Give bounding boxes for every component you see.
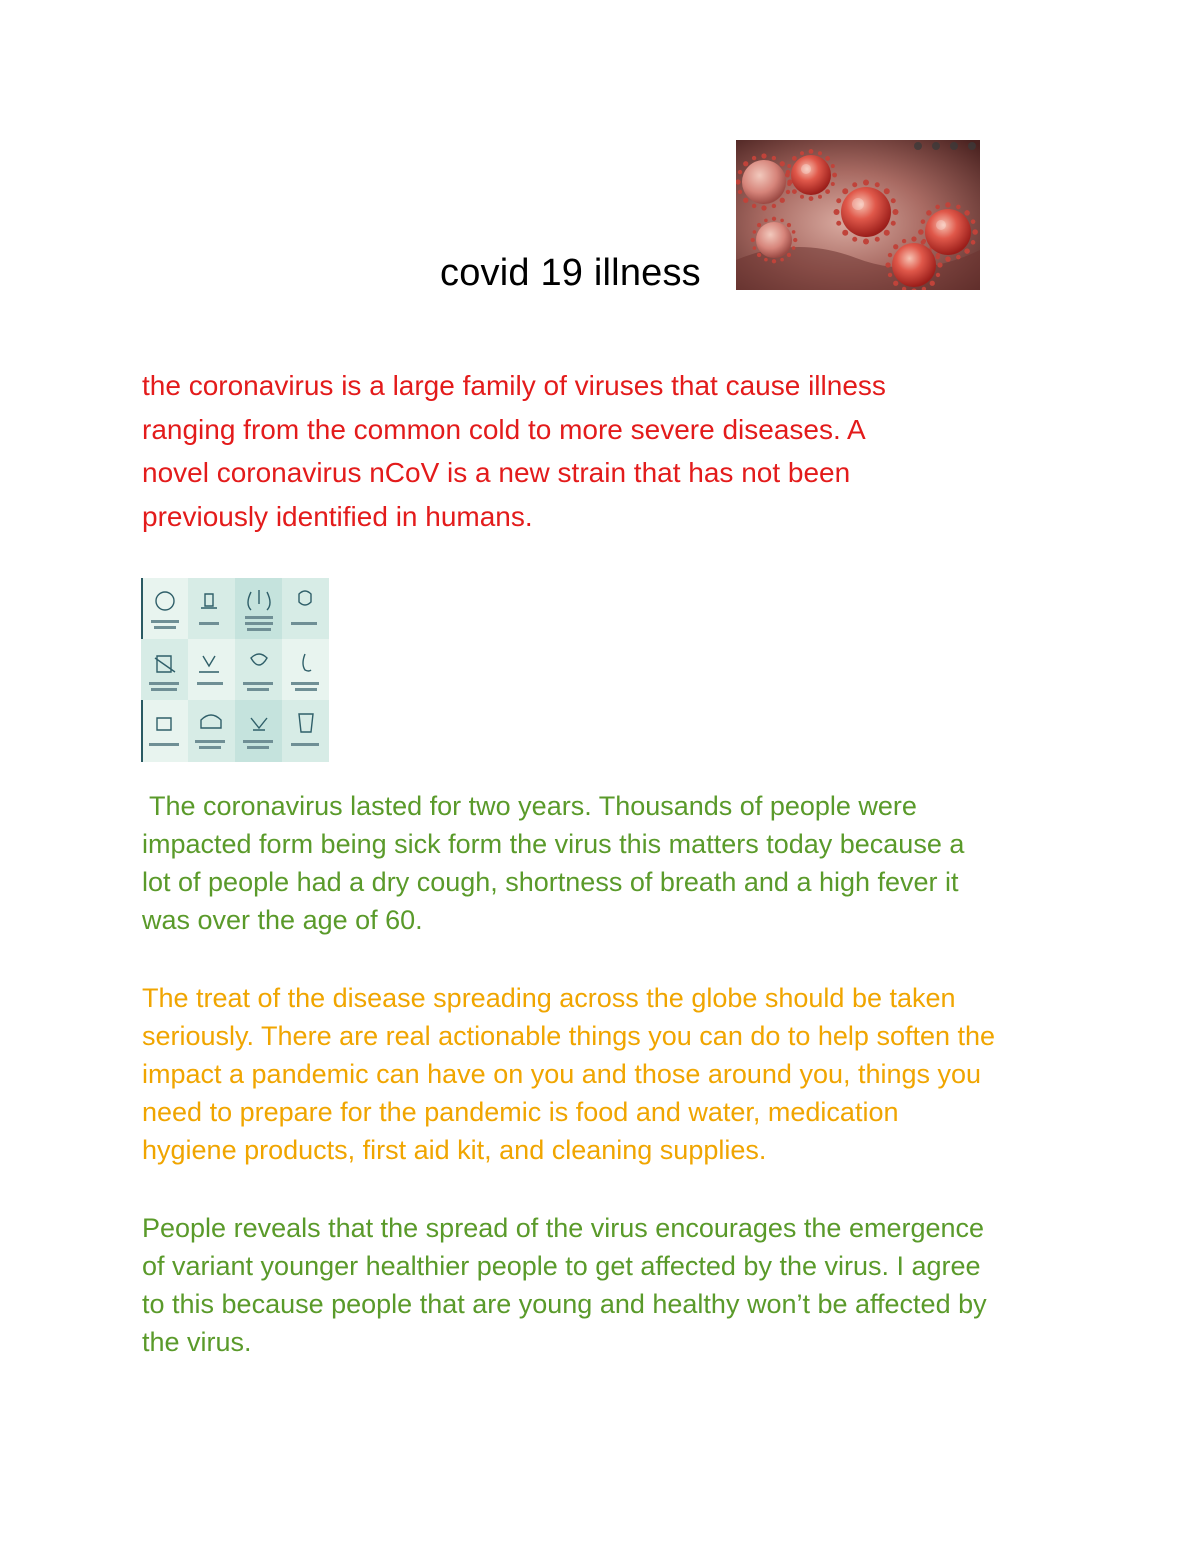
impact-line: lot of people had a dry cough, shortness of breath and a high fever it: [142, 867, 959, 897]
prepare-line: impact a pandemic can have on you and those around you, things you: [142, 1059, 982, 1089]
variant-line: of variant younger healthier people to get affected by the virus. I agree: [142, 1251, 981, 1281]
intro-line: previously identified in humans.: [142, 500, 533, 532]
prepare-line: need to prepare for the pandemic is food and water, medication: [142, 1097, 899, 1127]
variant-paragraph: [142, 1209, 1072, 1361]
impact-line: impacted form being sick form the virus this matters today because a: [142, 829, 965, 859]
coronavirus-image: [736, 140, 980, 290]
intro-line: the coronavirus is a large family of viruses that cause illness: [142, 370, 886, 401]
prepare-line: seriously. There are real actionable things you can do to help soften the: [142, 1021, 996, 1051]
impact-line: was over the age of 60.: [142, 905, 423, 935]
symptoms-icon-grid-image: [141, 578, 329, 762]
intro-paragraph: [142, 364, 1042, 538]
impact-paragraph: [142, 787, 1052, 939]
document-title: covid 19 illness: [440, 252, 701, 294]
variant-line: the virus.: [142, 1327, 252, 1357]
intro-line: ranging from the common cold to more severe diseases. A: [142, 413, 866, 445]
prepare-paragraph: [142, 979, 1072, 1169]
variant-line: to this because people that are young and healthy won’t be affected by: [142, 1289, 987, 1319]
variant-line: People reveals that the spread of the virus encourages the emergence: [142, 1213, 985, 1243]
intro-line: novel coronavirus nCoV is a new strain that has not been: [142, 457, 851, 488]
prepare-line: hygiene products, first aid kit, and cleaning supplies.: [142, 1135, 767, 1165]
impact-line: The coronavirus lasted for two years. Thousands of people were: [142, 791, 917, 821]
prepare-line: The treat of the disease spreading across the globe should be taken: [142, 983, 956, 1013]
